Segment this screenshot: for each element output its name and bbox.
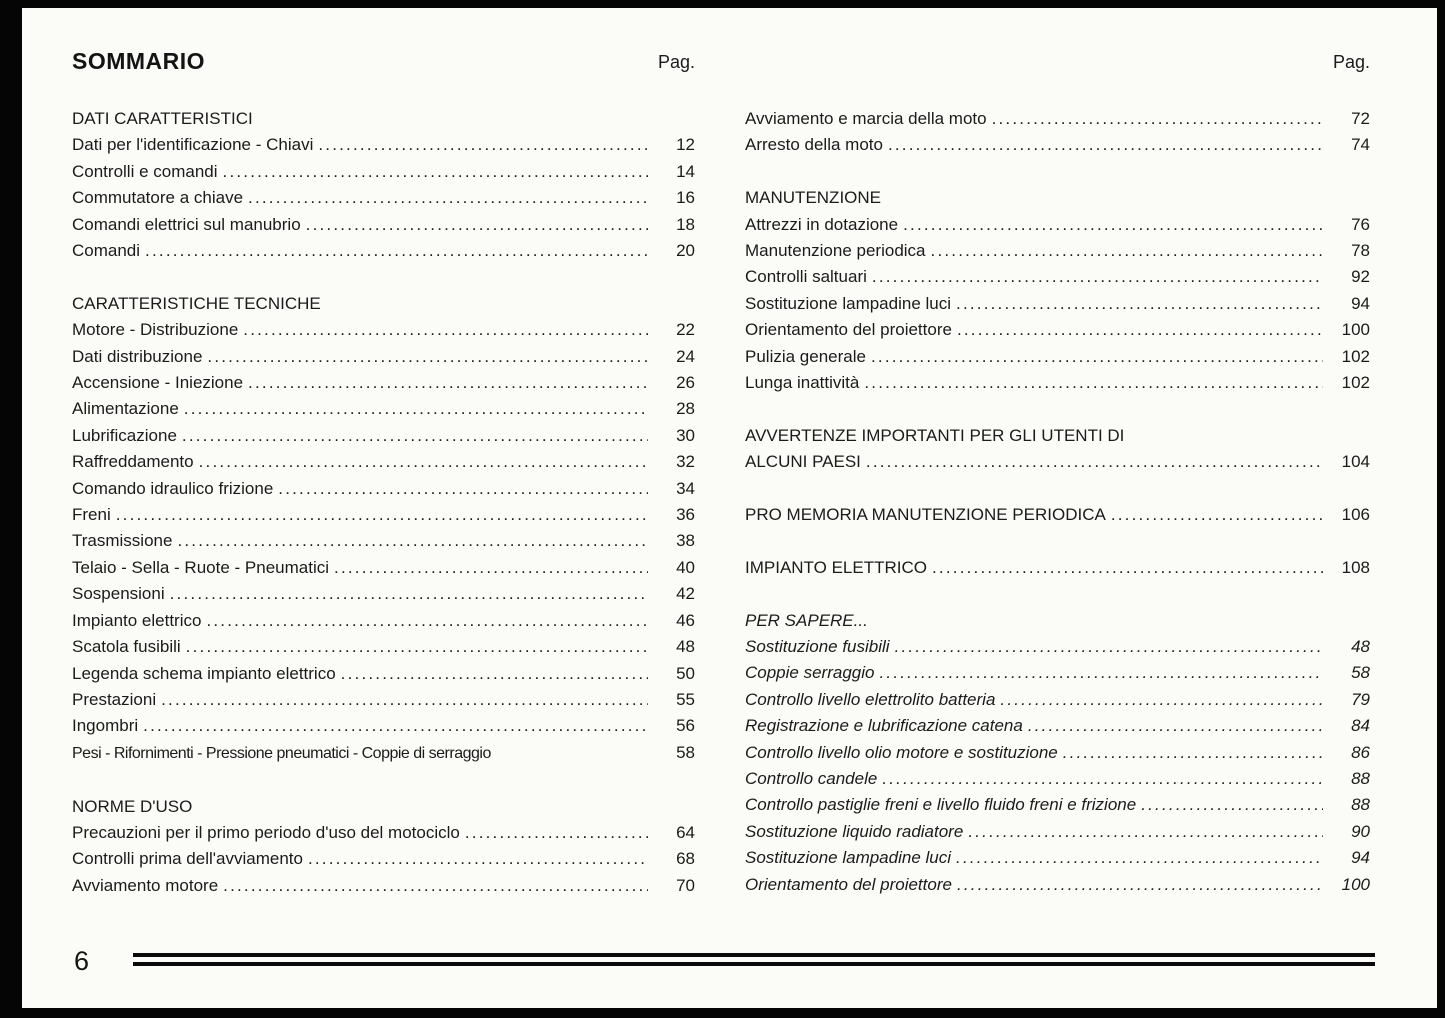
toc-entry xyxy=(745,264,1370,290)
toc-entry-page: 26 xyxy=(676,373,695,393)
toc-entry-page: 46 xyxy=(676,610,695,630)
toc-entry-page: 22 xyxy=(676,320,695,340)
toc-entry-label: ALCUNI PAESI xyxy=(745,452,861,472)
toc-leader-dots xyxy=(1141,792,1323,818)
toc-entry-label: Lunga inattività xyxy=(745,373,860,393)
toc-leader-dots xyxy=(182,423,648,449)
toc-entry-label: Pesi - Rifornimenti - Pressione pneumatici - Coppie di serraggio xyxy=(72,744,491,762)
toc-entry-label: Impianto elettrico xyxy=(72,610,202,630)
toc-entry xyxy=(745,449,1370,475)
toc-entry-page: 58 xyxy=(1351,663,1370,683)
toc-entry-page: 34 xyxy=(676,478,695,498)
toc-entry-page: 32 xyxy=(676,452,695,472)
toc-leader-dots xyxy=(306,212,648,238)
toc-entry xyxy=(72,873,695,899)
toc-entry-label: Comandi xyxy=(72,241,141,261)
toc-section xyxy=(72,794,695,900)
toc-entry xyxy=(72,502,695,528)
toc-entry xyxy=(72,820,695,846)
toc-entry xyxy=(72,185,695,211)
toc-entry-label: Controlli prima dell'avviamento xyxy=(72,849,303,869)
toc-entry-page: 90 xyxy=(1351,821,1370,841)
toc-entry-label: Freni xyxy=(72,505,111,525)
toc-leader-dots xyxy=(931,238,1323,264)
toc-entry-label: Lubrificazione xyxy=(72,425,177,445)
toc-leader-dots xyxy=(207,344,648,370)
toc-entry-label: Manutenzione periodica xyxy=(745,241,926,261)
toc-section-heading: DATI CARATTERISTICI xyxy=(72,109,253,128)
toc-section xyxy=(745,185,1370,396)
toc-entry-label: Sostituzione lampadine luci xyxy=(745,293,952,313)
toc-entry-page: 100 xyxy=(1341,874,1370,894)
toc-leader-dots xyxy=(1063,740,1323,766)
toc-entry-label: Avviamento motore xyxy=(72,875,219,895)
toc-section-heading: MANUTENZIONE xyxy=(745,188,881,208)
toc-entry-label: Attrezzi in dotazione xyxy=(745,214,899,234)
toc-section-heading: NORME D'USO xyxy=(72,796,193,816)
toc-entry-label: Controllo livello elettrolito batteria xyxy=(745,689,996,709)
toc-leader-dots xyxy=(879,660,1323,686)
toc-entry-label: Legenda schema impianto elettrico xyxy=(72,663,336,683)
folio-page-number: 6 xyxy=(74,946,90,976)
toc-entry xyxy=(72,661,695,687)
toc-entry xyxy=(745,291,1370,317)
toc-entry-page: 94 xyxy=(1351,293,1370,313)
toc-section-heading: CARATTERISTICHE TECNICHE xyxy=(72,293,321,313)
toc-section-heading: PER SAPERE... xyxy=(745,610,868,630)
toc-entry xyxy=(745,713,1370,739)
toc-entry-label: Coppie serraggio xyxy=(745,663,875,683)
toc-entry-label: Scatola fusibili xyxy=(72,637,181,657)
manual-toc-page xyxy=(22,8,1437,1008)
toc-leader-dots xyxy=(278,476,648,502)
toc-section xyxy=(745,423,1370,476)
toc-entry-page: 108 xyxy=(1341,557,1370,577)
toc-leader-dots xyxy=(145,238,648,264)
pag-column-label-left: Pag. xyxy=(657,52,695,72)
toc-entry-label: Controllo candele xyxy=(745,769,878,789)
toc-leader-dots xyxy=(177,528,648,554)
toc-entry-page: 72 xyxy=(1351,109,1370,128)
toc-entry-page: 20 xyxy=(676,241,695,261)
toc-entry xyxy=(72,634,695,660)
toc-leader-dots xyxy=(206,608,648,634)
toc-leader-dots xyxy=(1028,713,1323,739)
toc-entry xyxy=(745,792,1370,818)
toc-entry-page: 12 xyxy=(676,135,695,155)
toc-entry-label: IMPIANTO ELETTRICO xyxy=(745,557,927,577)
toc-leader-dots xyxy=(308,846,648,872)
toc-leader-dots xyxy=(143,713,648,739)
toc-entry-label: Pulizia generale xyxy=(745,346,866,366)
toc-entry-page: 36 xyxy=(676,505,695,525)
toc-entry xyxy=(745,344,1370,370)
toc-entry xyxy=(745,370,1370,396)
toc-entry xyxy=(72,476,695,502)
footer-double-rule xyxy=(133,953,1375,966)
toc-entry-page: 18 xyxy=(676,214,695,234)
toc-entry-label: Dati distribuzione xyxy=(72,346,203,366)
toc-leader-dots xyxy=(888,132,1323,158)
toc-entry xyxy=(72,740,695,767)
toc-entry-page: 48 xyxy=(1351,637,1370,657)
toc-entry-page: 94 xyxy=(1351,848,1370,868)
toc-entry-label: Orientamento del proiettore xyxy=(745,874,952,894)
toc-entry-page: 88 xyxy=(1351,795,1370,815)
toc-entry-label: Sostituzione liquido radiatore xyxy=(745,821,964,841)
toc-entry-label: Arresto della moto xyxy=(745,135,883,155)
toc-leader-dots xyxy=(871,344,1323,370)
toc-entry xyxy=(745,317,1370,343)
toc-entry-label: AVVERTENZE IMPORTANTI PER GLI UTENTI DI xyxy=(745,425,1125,445)
toc-entry xyxy=(72,555,695,581)
toc-entry xyxy=(72,370,695,396)
toc-leader-dots xyxy=(903,212,1323,238)
toc-entry-page: 84 xyxy=(1351,716,1370,736)
toc-entry xyxy=(72,238,695,264)
toc-entry xyxy=(72,608,695,634)
toc-section xyxy=(72,106,695,264)
toc-leader-dots xyxy=(872,264,1323,290)
toc-entry-label: Sostituzione lampadine luci xyxy=(745,848,952,868)
toc-entry-page: 16 xyxy=(676,188,695,208)
toc-leader-dots xyxy=(1000,687,1323,713)
toc-entry-label: Controlli saltuari xyxy=(745,267,867,287)
toc-entry-page: 106 xyxy=(1341,505,1370,525)
toc-leader-dots xyxy=(170,581,648,607)
toc-leader-dots xyxy=(161,687,648,713)
toc-leader-dots xyxy=(334,555,648,581)
toc-entry xyxy=(745,555,1370,581)
toc-entry-label: Commutatore a chiave xyxy=(72,188,244,208)
toc-entry-label: Alimentazione xyxy=(72,399,179,419)
toc-entry xyxy=(745,634,1370,660)
toc-entry-page: 88 xyxy=(1351,769,1370,789)
toc-leader-dots xyxy=(882,766,1323,792)
toc-entry-label: Orientamento del proiettore xyxy=(745,320,952,340)
toc-entry-label: Accensione - Iniezione xyxy=(72,373,244,393)
toc-leader-dots xyxy=(956,291,1323,317)
toc-entry xyxy=(72,687,695,713)
toc-entry-page: 100 xyxy=(1341,320,1370,340)
toc-entry-page: 24 xyxy=(676,346,695,366)
toc-entry-page: 79 xyxy=(1351,689,1370,709)
toc-entry xyxy=(745,687,1370,713)
toc-entry xyxy=(72,344,695,370)
toc-entry xyxy=(72,581,695,607)
toc-section xyxy=(745,555,1370,581)
toc-entry-page: 56 xyxy=(676,716,695,736)
toc-entry-label: Comando idraulico frizione xyxy=(72,478,274,498)
toc-leader-dots xyxy=(223,159,648,185)
toc-entry xyxy=(745,238,1370,264)
toc-entry-page: 68 xyxy=(676,849,695,869)
toc-entry-label: Raffreddamento xyxy=(72,452,194,472)
toc-entry xyxy=(72,449,695,475)
toc-entry xyxy=(745,212,1370,238)
toc-entry xyxy=(745,845,1370,871)
toc-entry xyxy=(72,528,695,554)
toc-entry-page: 102 xyxy=(1341,373,1370,393)
toc-leader-dots xyxy=(864,370,1323,396)
toc-entry xyxy=(72,846,695,872)
toc-entry-label: Controlli e comandi xyxy=(72,161,218,181)
toc-entry xyxy=(745,766,1370,792)
toc-entry-page: 48 xyxy=(676,637,695,657)
toc-entry-page: 58 xyxy=(676,742,695,762)
toc-entry-page: 78 xyxy=(1351,241,1370,261)
toc-entry-label: Comandi elettrici sul manubrio xyxy=(72,214,301,234)
toc-entry-label: Trasmissione xyxy=(72,531,173,551)
toc-entry-label: Registrazione e lubrificazione catena xyxy=(745,716,1023,736)
toc-section xyxy=(745,106,1370,159)
toc-entry xyxy=(745,660,1370,686)
toc-leader-dots xyxy=(248,370,648,396)
toc-entry-page: 28 xyxy=(676,399,695,419)
toc-entry xyxy=(72,212,695,238)
toc-entry xyxy=(72,396,695,422)
toc-entry-label: Avviamento e marcia della moto xyxy=(745,109,987,128)
toc-entry-label: Ingombri xyxy=(72,716,139,736)
toc-entry-label: PRO MEMORIA MANUTENZIONE PERIODICA xyxy=(745,505,1106,525)
toc-entry-page: 40 xyxy=(676,557,695,577)
toc-leader-dots xyxy=(465,820,648,846)
toc-leader-dots xyxy=(866,449,1323,475)
toc-entry-label: Prestazioni xyxy=(72,689,157,709)
toc-entry xyxy=(72,159,695,185)
toc-entry-page: 38 xyxy=(676,531,695,551)
toc-entry-label: Dati per l'identificazione - Chiavi xyxy=(72,135,314,155)
toc-entry-page: 70 xyxy=(676,875,695,895)
toc-entry-label: Controllo livello olio motore e sostituzione xyxy=(745,742,1058,762)
toc-entry xyxy=(745,502,1370,528)
toc-column-left xyxy=(72,106,695,899)
toc-entry xyxy=(745,872,1370,898)
toc-section xyxy=(72,291,695,767)
toc-entry-page: 42 xyxy=(676,584,695,604)
toc-leader-dots xyxy=(223,873,648,899)
toc-leader-dots xyxy=(184,396,648,422)
toc-entry-page: 86 xyxy=(1351,742,1370,762)
toc-entry xyxy=(72,713,695,739)
toc-entry xyxy=(745,423,1370,449)
toc-leader-dots xyxy=(248,185,648,211)
toc-leader-dots xyxy=(199,449,648,475)
toc-leader-dots xyxy=(318,132,648,158)
toc-leader-dots xyxy=(957,872,1323,898)
toc-leader-dots xyxy=(956,845,1323,871)
toc-entry-page: 92 xyxy=(1351,267,1370,287)
toc-entry xyxy=(745,819,1370,845)
toc-entry-page: 55 xyxy=(676,689,695,709)
toc-entry-label: Sostituzione fusibili xyxy=(745,637,890,657)
pag-column-label-right: Pag. xyxy=(1332,52,1370,72)
toc-leader-dots xyxy=(243,317,648,343)
toc-entry-page: 76 xyxy=(1351,214,1370,234)
toc-entry-label: Motore - Distribuzione xyxy=(72,320,239,340)
toc-leader-dots xyxy=(895,634,1323,660)
toc-section xyxy=(745,608,1370,898)
toc-entry xyxy=(72,423,695,449)
toc-entry-page: 74 xyxy=(1351,135,1370,155)
toc-entry-page: 64 xyxy=(676,822,695,842)
toc-leader-dots xyxy=(116,502,648,528)
toc-entry-page: 102 xyxy=(1341,346,1370,366)
toc-entry-label: Sospensioni xyxy=(72,584,165,604)
toc-leader-dots xyxy=(992,106,1323,132)
toc-entry-page: 30 xyxy=(676,425,695,445)
toc-entry xyxy=(745,132,1370,158)
toc-entry xyxy=(745,106,1370,132)
toc-entry-label: Telaio - Sella - Ruote - Pneumatici xyxy=(72,557,330,577)
toc-leader-dots xyxy=(957,317,1323,343)
toc-entry-page: 104 xyxy=(1341,452,1370,472)
toc-entry xyxy=(72,132,695,158)
toc-column-right xyxy=(745,106,1370,898)
toc-entry-label: Precauzioni per il primo periodo d'uso del motociclo xyxy=(72,822,460,842)
toc-entry-label: Controllo pastiglie freni e livello fluido freni e frizione xyxy=(745,795,1137,815)
toc-entry xyxy=(72,317,695,343)
toc-leader-dots xyxy=(341,661,648,687)
toc-leader-dots xyxy=(968,819,1323,845)
toc-leader-dots xyxy=(932,555,1323,581)
toc-entry-page: 14 xyxy=(676,161,695,181)
page-title: SOMMARIO xyxy=(72,48,206,74)
toc-leader-dots xyxy=(1111,502,1323,528)
toc-leader-dots xyxy=(186,634,648,660)
toc-entry-page: 50 xyxy=(676,663,695,683)
toc-entry xyxy=(745,740,1370,766)
toc-section xyxy=(745,502,1370,528)
